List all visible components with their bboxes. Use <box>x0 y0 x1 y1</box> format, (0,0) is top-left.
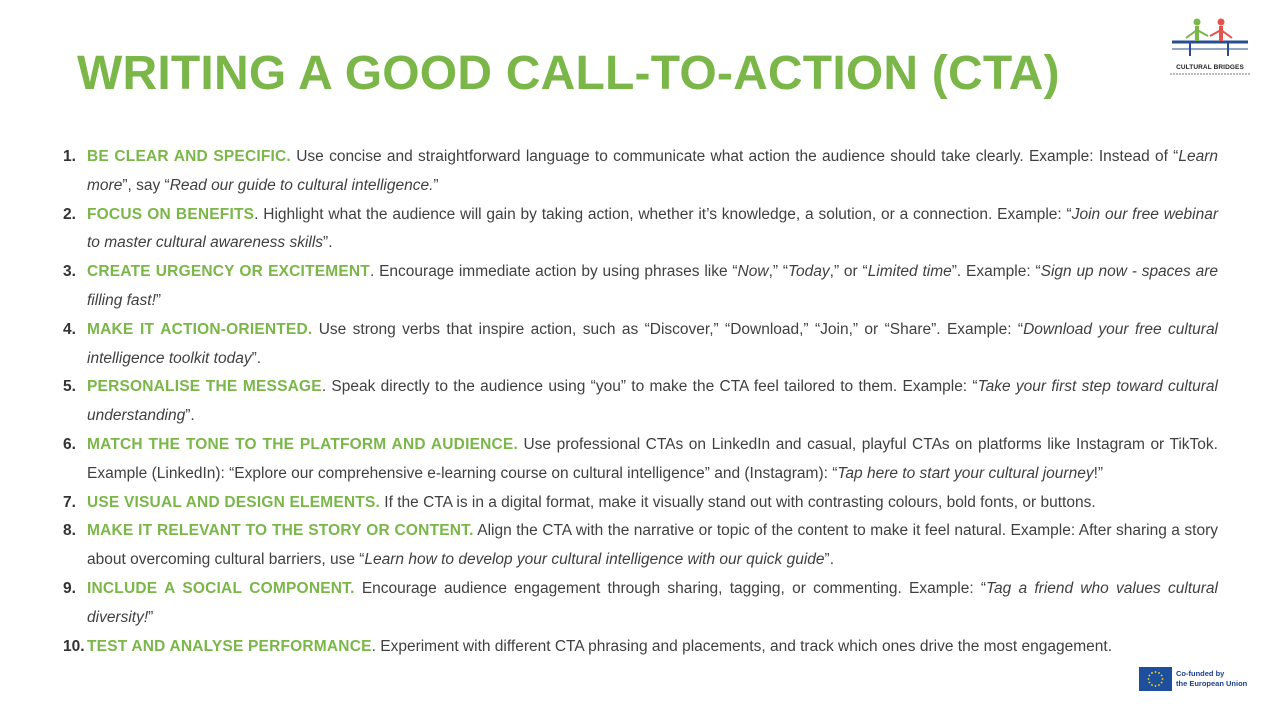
item-body-text: Use professional CTAs on LinkedIn and casual, playful CTAs on platforms like Instagram or TikTok. Example (LinkedIn): “Explore our comprehensive e-learning course on cultural intelligence” and (Instagram): “ <box>87 435 1218 482</box>
item-body-text: ,” “ <box>768 263 788 281</box>
list-item <box>63 373 1218 431</box>
item-body-text: . Experiment with different CTA phrasing and placements, and track which ones drive the most engagement. <box>371 637 1112 655</box>
item-heading: BE CLEAR AND SPECIFIC. <box>87 148 291 165</box>
eu-line-2: the European Union <box>1176 679 1248 688</box>
eu-cofunded-badge <box>1139 667 1259 693</box>
item-example-text: Tap here to start your cultural journey <box>837 464 1094 482</box>
list-item <box>63 201 1218 259</box>
item-body-text: ”. <box>251 349 262 367</box>
item-example-text: Today <box>788 263 830 281</box>
item-example-text: Tag a friend who values cultural diversity! <box>87 579 1218 626</box>
list-item <box>63 143 1218 201</box>
eu-star <box>1158 672 1160 674</box>
item-number: 10. <box>63 637 85 655</box>
item-example-text: Learn more <box>87 148 1218 194</box>
item-example-text: Learn how to develop your cultural intelligence with our quick guide <box>364 551 825 569</box>
item-heading: TEST AND ANALYSE PERFORMANCE <box>87 637 372 655</box>
item-body-text: . Speak directly to the audience using “you” to make the CTA feel tailored to them. Example: “ <box>321 378 978 396</box>
item-example-text: Download your free cultural intelligence toolkit today <box>87 320 1219 367</box>
item-body-text: ” <box>433 176 439 194</box>
logo-tagline <box>1170 73 1250 75</box>
item-body-text: !” <box>1093 464 1104 482</box>
item-heading: CREATE URGENCY OR EXCITEMENT <box>87 263 370 281</box>
item-number: 7. <box>63 493 76 511</box>
item-body-text: ”. <box>323 234 333 252</box>
item-body-text: ” <box>148 608 154 626</box>
item-heading: FOCUS ON BENEFITS <box>87 205 255 223</box>
item-example-text: Take your first step toward cultural understanding <box>87 378 1218 425</box>
eu-star <box>1161 675 1163 677</box>
item-body-text: Use concise and straightforward language to communicate what action the audience should take clearly. Example: Instead of “ <box>290 148 1179 165</box>
page-title: WRITING A GOOD CALL-TO-ACTION (CTA) <box>77 47 1060 100</box>
item-example-text: Read our guide to cultural intelligence. <box>169 176 434 194</box>
eu-star <box>1149 675 1151 677</box>
item-example-text: Limited time <box>867 263 952 281</box>
item-heading: USE VISUAL AND DESIGN ELEMENTS. <box>87 493 380 511</box>
item-body-text: Use strong verbs that inspire action, such as “Discover,” “Download,” “Join,” or “Share”. Example: “ <box>312 320 1024 338</box>
item-example-text: Join our free webinar to master cultural awareness skills <box>87 205 1218 252</box>
item-body-text: ”. <box>185 407 195 425</box>
eu-flag-icon <box>1139 667 1172 691</box>
list-item <box>63 517 1218 575</box>
item-number: 8. <box>63 522 76 540</box>
list-item <box>63 489 1218 518</box>
eu-star <box>1151 684 1153 686</box>
list-item <box>63 575 1218 633</box>
item-number: 2. <box>63 205 76 223</box>
eu-star <box>1149 682 1151 684</box>
logo-label: CULTURAL BRIDGES <box>1176 64 1244 71</box>
item-heading: MATCH THE TONE TO THE PLATFORM AND AUDIENCE. <box>87 435 518 453</box>
item-body-text: ”. Example: “ <box>951 263 1041 281</box>
eu-star <box>1158 684 1160 686</box>
eu-star <box>1151 672 1153 674</box>
item-number: 6. <box>63 435 76 453</box>
list-item <box>63 316 1218 374</box>
item-body-text: If the CTA is in a digital format, make it visually stand out with contrasting colours, bold fonts, or buttons. <box>380 493 1096 511</box>
item-body-text: . Highlight what the audience will gain by taking action, whether it’s knowledge, a solution, or a connection. Example: “ <box>254 205 1072 223</box>
item-heading: INCLUDE A SOCIAL COMPONENT. <box>87 579 355 597</box>
list-item <box>63 258 1218 316</box>
item-body-text: . Encourage immediate action by using phrases like “ <box>369 263 738 281</box>
eu-star <box>1155 671 1157 673</box>
item-number: 3. <box>63 263 76 281</box>
item-example-text: Now <box>737 263 769 281</box>
item-number: 5. <box>63 378 76 396</box>
item-body-text: ,” or “ <box>829 263 868 281</box>
eu-star <box>1148 678 1150 680</box>
item-body-text: ”, say “ <box>122 176 170 194</box>
cultural-bridges-logo <box>1170 16 1270 94</box>
item-number: 4. <box>63 320 76 338</box>
item-heading: MAKE IT RELEVANT TO THE STORY OR CONTENT. <box>87 522 474 540</box>
item-body-text: Encourage audience engagement through sharing, tagging, or commenting. Example: “ <box>354 579 987 597</box>
item-body-text: ” <box>155 291 162 309</box>
eu-star <box>1161 682 1163 684</box>
bridge-people-icon <box>1170 16 1250 62</box>
list-item <box>63 431 1218 489</box>
eu-line-1: Co-funded by <box>1176 669 1225 678</box>
item-example-text: Sign up now - spaces are filling fast! <box>87 263 1219 309</box>
item-number: 1. <box>63 148 76 165</box>
cta-tips-list <box>63 143 1218 661</box>
item-heading: MAKE IT ACTION-ORIENTED. <box>87 320 313 338</box>
item-body-text: ”. <box>824 551 834 569</box>
item-heading: PERSONALISE THE MESSAGE <box>87 378 322 396</box>
eu-star <box>1155 685 1157 687</box>
item-body-text: Align the CTA with the narrative or topic of the content to make it feel natural. Example: After sharing a story about overcoming cultural barriers, use “ <box>87 522 1218 569</box>
item-number: 9. <box>63 579 76 597</box>
eu-star <box>1162 678 1164 680</box>
list-item <box>63 633 1218 662</box>
